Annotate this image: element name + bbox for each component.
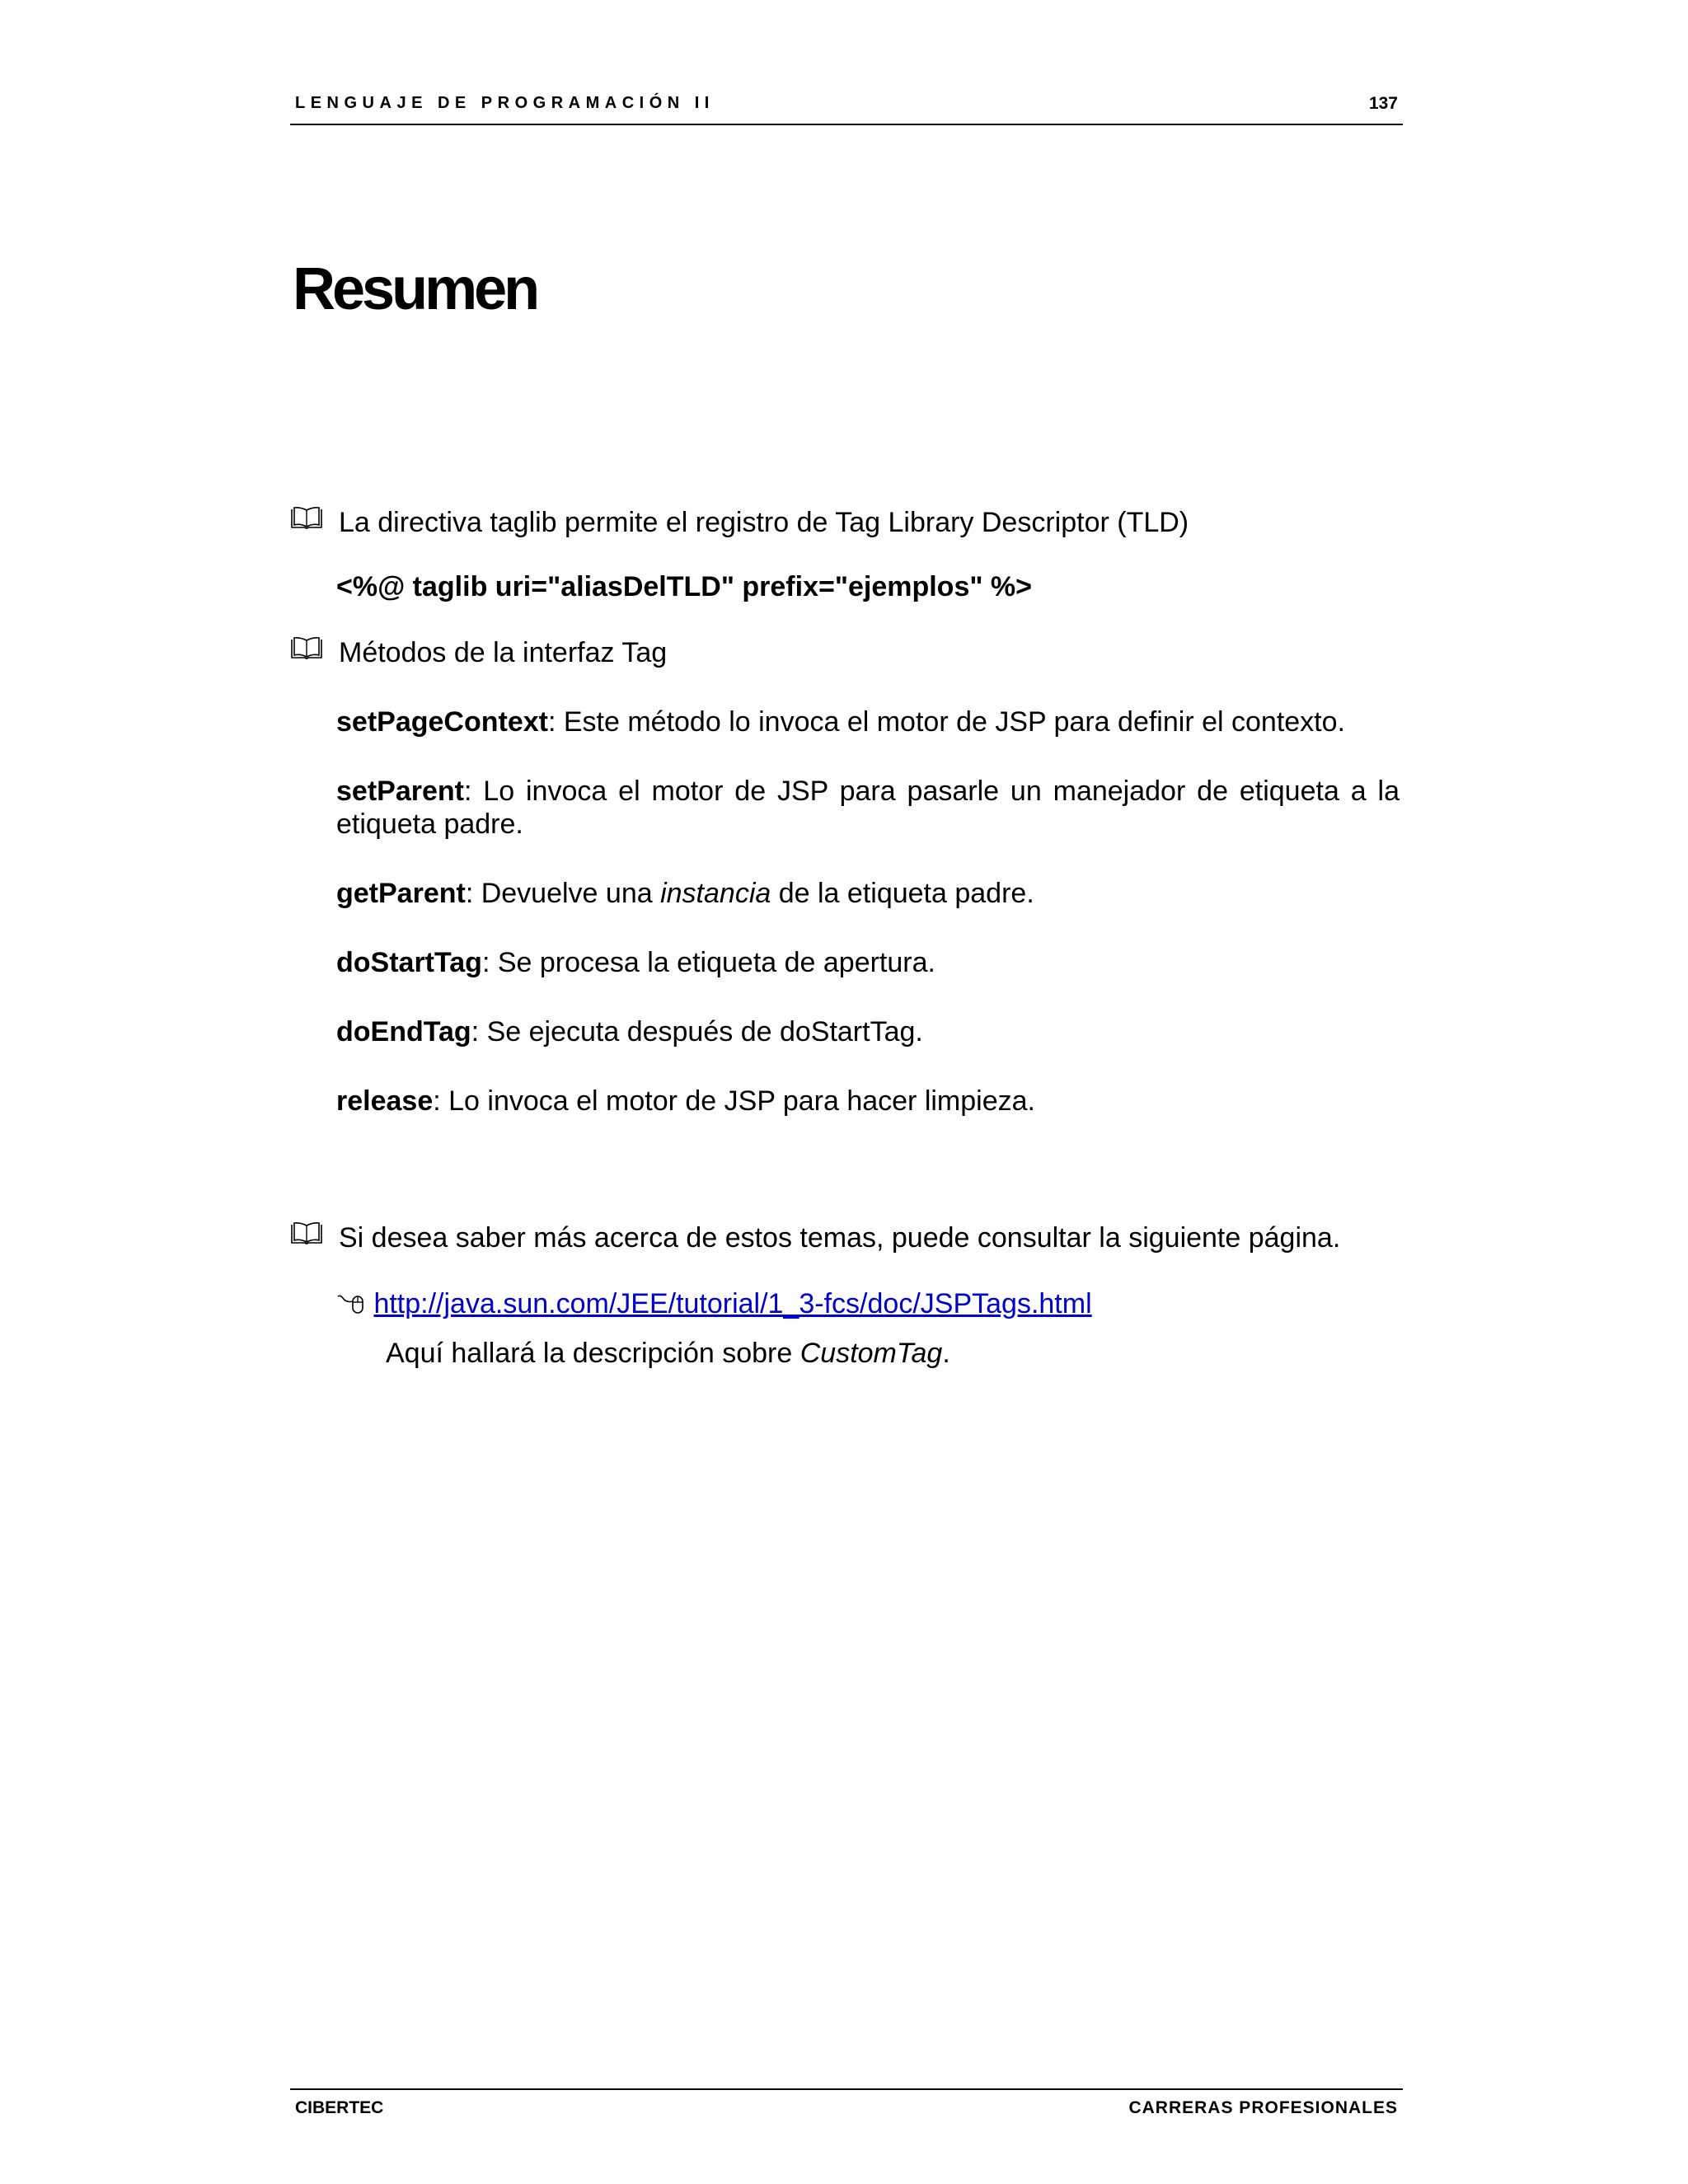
bullet-taglib-text: La directiva taglib permite el registro de Tag Library Descriptor (TLD) (339, 507, 1189, 538)
method-release (336, 1085, 1400, 1118)
bullet-methods-text: Métodos de la interfaz Tag (339, 637, 668, 668)
method-name: getParent (336, 878, 466, 909)
method-name: doStartTag (336, 947, 482, 978)
book-icon (290, 1221, 323, 1246)
method-doendtag (336, 1015, 1400, 1048)
method-desc-italic: instancia (660, 878, 771, 909)
page-footer (290, 2088, 1403, 2123)
link-desc-italic: CustomTag (799, 1338, 943, 1369)
method-dostarttag (336, 946, 1400, 979)
method-name: setPageContext (336, 706, 548, 738)
method-name: setParent (336, 776, 464, 807)
method-desc: : Devuelve una (465, 878, 661, 909)
method-desc: : Se procesa la etiqueta de apertura. (481, 947, 935, 978)
page-number: 137 (1368, 94, 1398, 113)
method-getparent (336, 877, 1400, 910)
link-desc-text: Aquí hallará la descripción sobre (386, 1338, 800, 1369)
method-desc: : Lo invoca el motor de JSP para pasarle un manejador de etiqueta a la etiqueta padre. (336, 776, 1400, 840)
footer-right: CARRERAS PROFESIONALES (1128, 2098, 1398, 2117)
reference-link-description (386, 1337, 950, 1370)
method-name: doEndTag (336, 1016, 471, 1047)
bullet-more-info-text: Si desea saber más acerca de estos temas, puede consultar la siguiente página. (339, 1222, 1341, 1254)
link-desc-text: . (942, 1338, 950, 1369)
method-setparent (336, 775, 1400, 841)
method-desc: de la etiqueta padre. (771, 878, 1034, 909)
book-icon (290, 636, 323, 661)
method-setpagecontext (336, 705, 1400, 738)
reference-link[interactable]: http://java.sun.com/JEE/tutorial/1_3-fcs/doc/JSPTags.html (373, 1288, 1092, 1319)
footer-left: CIBERTEC (295, 2098, 384, 2117)
mouse-icon (336, 1291, 366, 1316)
reference-link-row (336, 1287, 1092, 1320)
header-title: LENGUAJE DE PROGRAMACIÓN II (295, 94, 715, 112)
method-desc: : Lo invoca el motor de JSP para hacer limpieza. (433, 1085, 1035, 1117)
section-title: Resumen (293, 256, 537, 322)
method-desc: : Se ejecuta después de doStartTag. (471, 1016, 923, 1047)
taglib-code: <%@ taglib uri="aliasDelTLD" prefix="ejemplos" %> (336, 571, 1033, 602)
method-name: release (336, 1085, 434, 1117)
page-header (290, 94, 1403, 125)
method-desc: : Este método lo invoca el motor de JSP para definir el contexto. (547, 706, 1345, 738)
book-icon (290, 506, 323, 531)
